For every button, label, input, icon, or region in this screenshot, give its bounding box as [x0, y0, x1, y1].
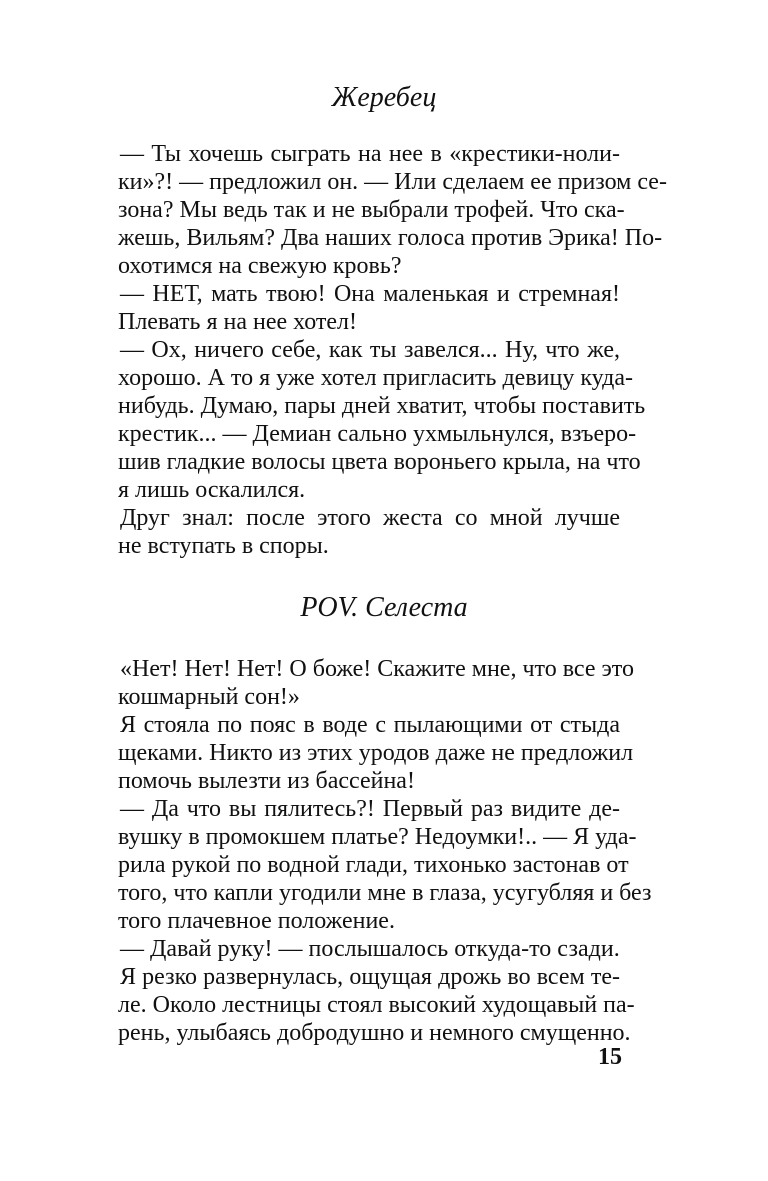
text-line: я лишь оскалился. [118, 477, 306, 503]
text-line: — Да что вы пялитесь?! Первый раз видите де- [120, 796, 620, 822]
text-line: зона? Мы ведь так и не выбрали трофей. Что ска- [118, 197, 625, 223]
text-line: вушку в промокшем платье? Недоумки!.. — Я уда- [118, 824, 637, 850]
page-number: 15 [598, 1044, 622, 1070]
text-line: кошмарный сон!» [118, 684, 300, 710]
text-line: рень, улыбаясь добродушно и немного смущенно. [118, 1020, 631, 1046]
text-line: Я резко развернулась, ощущая дрожь во всем те- [120, 964, 620, 990]
text-line: ле. Около лестницы стоял высокий худощавый па- [118, 992, 635, 1018]
text-line: ки»?! — предложил он. — Или сделаем ее призом се- [118, 169, 667, 195]
text-line: нибудь. Думаю, пары дней хватит, чтобы поставить [118, 393, 646, 419]
text-line: не вступать в споры. [118, 533, 329, 559]
text-line: — НЕТ, мать твою! Она маленькая и стремная! [120, 281, 620, 307]
text-line: Я стояла по пояс в воде с пылающими от стыда [120, 712, 620, 738]
text-line: крестик... — Демиан сально ухмыльнулся, взъеро- [118, 421, 637, 447]
text-line: — Ох, ничего себе, как ты завелся... Ну, что же, [120, 337, 620, 363]
text-line: того плачевное положение. [118, 908, 395, 934]
text-line: того, что капли угодили мне в глаза, усугубляя и без [118, 880, 652, 906]
text-line: жешь, Вильям? Два наших голоса против Эрика! По- [118, 225, 663, 251]
text-line: «Нет! Нет! Нет! О боже! Скажите мне, что все это [120, 656, 634, 682]
text-line: шив гладкие волосы цвета вороньего крыла, на что [118, 449, 641, 475]
text-line: — Ты хочешь сыграть на нее в «крестики-ноли- [120, 141, 620, 167]
text-line: хорошо. А то я уже хотел пригласить девицу куда- [118, 365, 634, 391]
running-head: Жеребец [331, 82, 437, 113]
text-line: Друг знал: после этого жеста со мной лучше [120, 505, 620, 531]
text-line: рила рукой по водной глади, тихонько застонав от [118, 852, 629, 878]
text-line: охотимся на свежую кровь? [118, 253, 402, 279]
text-line: Плевать я на нее хотел! [118, 309, 358, 335]
text-line: щеками. Никто из этих уродов даже не предложил [118, 740, 634, 766]
text-line: — Давай руку! — послышалось откуда-то сзади. [120, 936, 620, 962]
section-title: POV. Селеста [300, 592, 468, 623]
text-line: помочь вылезти из бассейна! [118, 768, 415, 794]
